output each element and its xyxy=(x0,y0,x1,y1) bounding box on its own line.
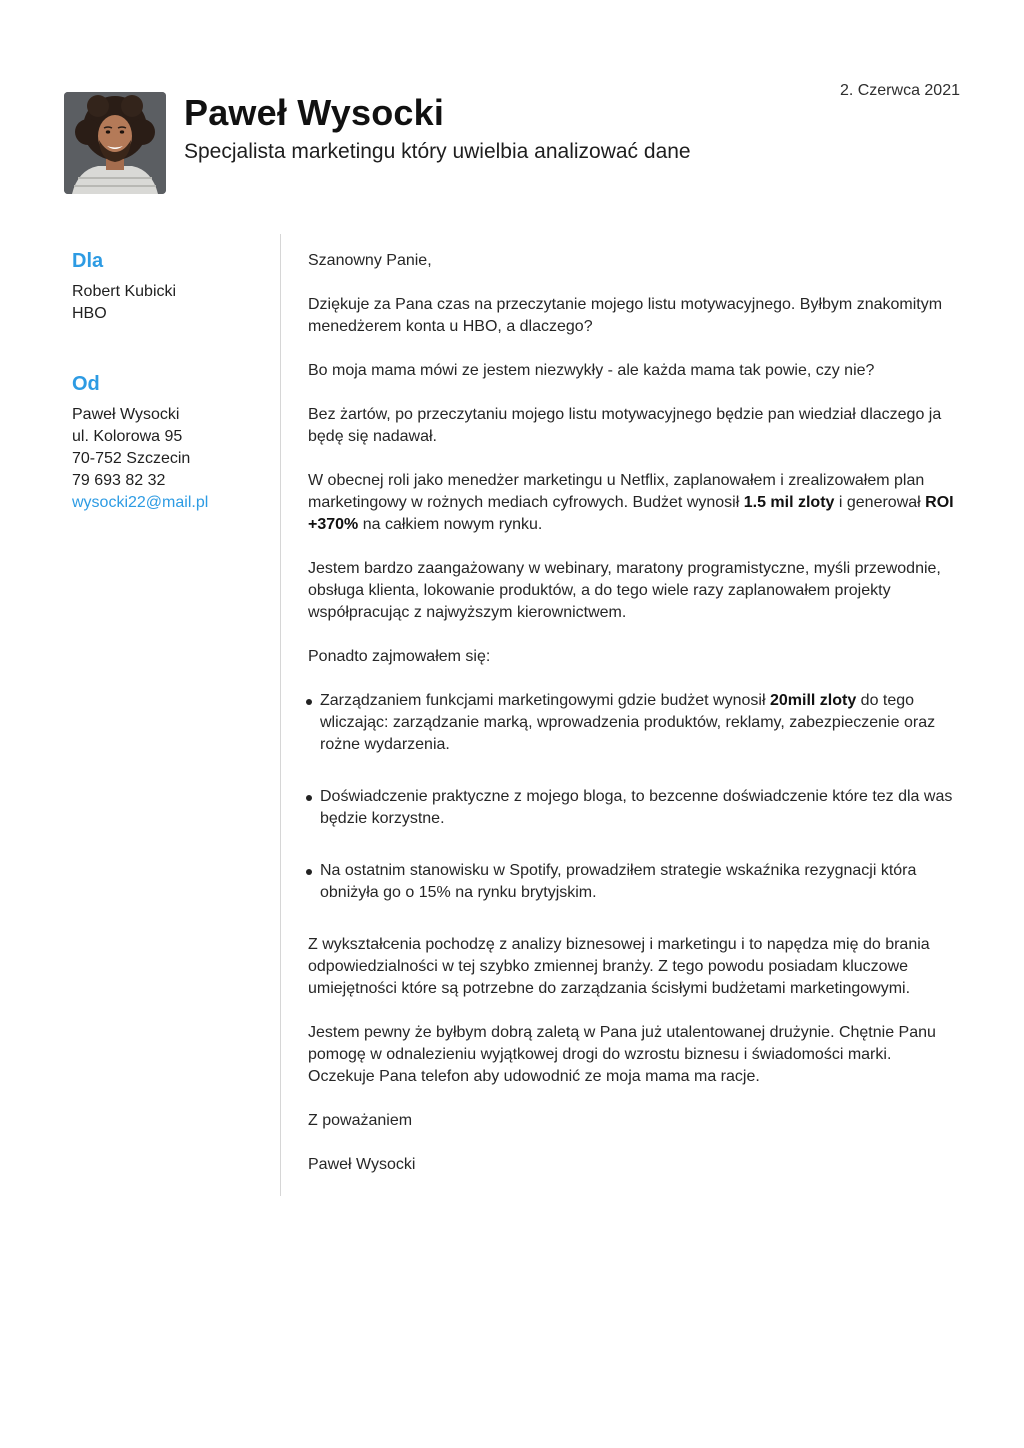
letter-paragraph-3: Bez żartów, po przeczytaniu mojego listu motywacyjnego będzie pan wiedział dlaczego ja będę się nadawał. xyxy=(308,406,942,445)
letter-paragraph-8: Jestem pewny że byłbym dobrą zaletą w Pana już utalentowanej drużynie. Chętnie Panu pomogę w odnalezieniu wyjątkowej drogi do wzrostu biznesu i świadomości marki. Oczekuje Pana telefon aby udowodnić ze moja mama ma racje. xyxy=(308,1024,936,1085)
letter-paragraph-4 xyxy=(308,470,960,536)
letter-paragraph-6: Ponadto zajmowałem się: xyxy=(308,648,491,665)
letter-greeting: Szanowny Panie, xyxy=(308,252,432,269)
letter-date: 2. Czerwca 2021 xyxy=(839,82,960,99)
recipient-company: HBO xyxy=(72,305,107,322)
bullet-1-text-c: do tego wliczając: zarządzanie marką, wprowadzenia produktów, reklamy, zabezpieczenie oraz rożne wydarzenia. xyxy=(320,692,936,753)
recipient-name: Robert Kubicki xyxy=(72,283,177,300)
applicant-name: Paweł Wysocki xyxy=(184,92,445,133)
sender-city: 70-752 Szczecin xyxy=(72,450,191,467)
recipient-block xyxy=(72,250,262,325)
list-item xyxy=(308,690,960,756)
letter-signature: Paweł Wysocki xyxy=(308,1156,416,1173)
letter-closing: Z poważaniem xyxy=(308,1112,413,1129)
profile-photo xyxy=(64,92,166,194)
applicant-tagline: Specjalista marketingu który uwielbia analizować dane xyxy=(184,140,691,163)
letter-paragraph-7: Z wykształcenia pochodzę z analizy biznesowej i marketingu i to napędza mię do brania odpowiedzialności w tej szybko zmiennej branży. Z tego powodu posiadam kluczowe umiejętności które są potrzebne do zarządzania ścisłymi budżetami marketingowymi. xyxy=(308,936,930,997)
achievements-list xyxy=(308,690,960,904)
column-divider xyxy=(280,234,281,1196)
contact-sidebar xyxy=(72,250,262,562)
sender-phone: 79 693 82 32 xyxy=(72,472,166,489)
paragraph-4-text-a: W obecnej roli jako menedżer marketingu u Netflix, zaplanowałem i zrealizowałem plan marketingowy w rożnych mediach cyfrowych. Budżet wynosił xyxy=(308,472,925,511)
sender-street: ul. Kolorowa 95 xyxy=(72,428,183,445)
sender-name: Paweł Wysocki xyxy=(72,406,180,423)
letter-paragraph-1: Dziękuje za Pana czas na przeczytanie mojego listu motywacyjnego. Byłbym znakomitym menedżerem konta u HBO, a dlaczego? xyxy=(308,296,943,335)
paragraph-4-text-c: i generował xyxy=(834,494,926,511)
paragraph-4-text-e: na całkiem nowym rynku. xyxy=(358,516,543,533)
letter-paragraph-5: Jestem bardzo zaangażowany w webinary, maratony programistyczne, myśli przewodnie, obsługa klienta, lokowanie produktów, a do tego wiele razy zaplanowałem projekty współpracując z najwyższym kierownictwem. xyxy=(308,560,941,621)
sender-block xyxy=(72,373,262,514)
list-item: Na ostatnim stanowisku w Spotify, prowadziłem strategie wskaźnika rezygnacji która obniżyła go o 15% na rynku brytyjskim. xyxy=(308,860,960,904)
list-item: Doświadczenie praktyczne z mojego bloga, to bezcenne doświadczenie które tez dla was będzie korzystne. xyxy=(308,786,960,830)
bullet-1-budget-highlight: 20mill zloty xyxy=(769,692,857,709)
budget-highlight: 1.5 mil zloty xyxy=(743,494,835,511)
letter-paragraph-2: Bo moja mama mówi ze jestem niezwykły - ale każda mama tak powie, czy nie? xyxy=(308,362,875,379)
profile-photo-illustration xyxy=(64,92,166,194)
roi-highlight: ROI +370% xyxy=(308,494,954,533)
bullet-1-text-a: Zarządzaniem funkcjami marketingowymi gdzie budżet wynosił xyxy=(320,692,770,709)
recipient-heading: Dla xyxy=(72,250,104,272)
sender-email-link[interactable]: wysocki22@mail.pl xyxy=(72,494,209,511)
sender-heading: Od xyxy=(72,373,100,395)
letter-body xyxy=(308,250,960,1198)
